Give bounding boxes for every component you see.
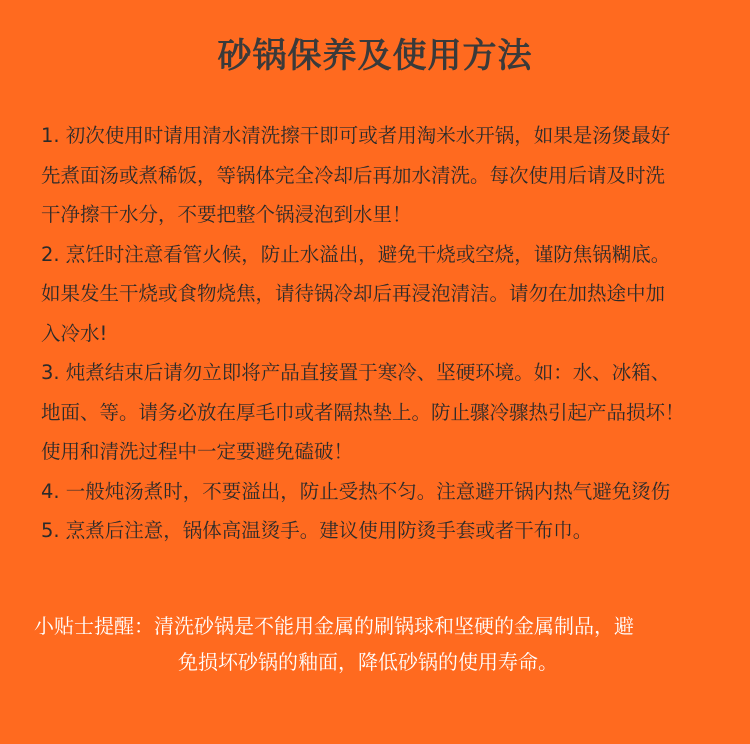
instruction-line: 干净擦干水分，不要把整个锅浸泡到水里！ bbox=[41, 203, 412, 226]
instruction-line: 先煮面汤或煮稀饭，等锅体完全冷却后再加水清洗。每次使用后请及时洗 bbox=[41, 163, 666, 187]
tip-block bbox=[0, 608, 750, 680]
instruction-line: 1. 初次使用时请用清水清洗擦干即可或者用淘米水开锅，如果是汤煲最好 bbox=[41, 124, 671, 147]
tip-line-1: 小贴士提醒：清洗砂锅是不能用金属的刷锅球和坚硬的金属制品，避 bbox=[34, 614, 634, 638]
tip-line-2: 免损坏砂锅的釉面，降低砂锅的使用寿命。 bbox=[178, 650, 558, 674]
instruction-line: 5. 烹煮后注意，锅体高温烫手。建议使用防烫手套或者干布巾。 bbox=[41, 519, 593, 542]
instruction-line: 入冷水! bbox=[41, 321, 108, 345]
instruction-line: 使用和清洗过程中一定要避免磕破！ bbox=[41, 440, 354, 463]
instruction-line: 4. 一般炖汤煮时，不要溢出，防止受热不匀。注意避开锅内热气避免烫伤 bbox=[41, 479, 671, 503]
page-title: 砂锅保养及使用方法 bbox=[217, 36, 533, 76]
instructions-block bbox=[41, 116, 750, 551]
instruction-line: 3. 炖煮结束后请勿立即将产品直接置于寒冷、坚硬环境。如：水、冰箱、 bbox=[41, 361, 671, 384]
instruction-line: 如果发生干烧或食物烧焦，请待锅冷却后再浸泡清洁。请勿在加热途中加 bbox=[41, 282, 666, 305]
instruction-line: 2. 烹饪时注意看管火候，防止水溢出，避免干烧或空烧，谨防焦锅糊底。 bbox=[41, 242, 671, 266]
instruction-line: 地面、等。请务必放在厚毛巾或者隔热垫上。防止骤冷骤热引起产品损坏！ bbox=[41, 400, 685, 424]
